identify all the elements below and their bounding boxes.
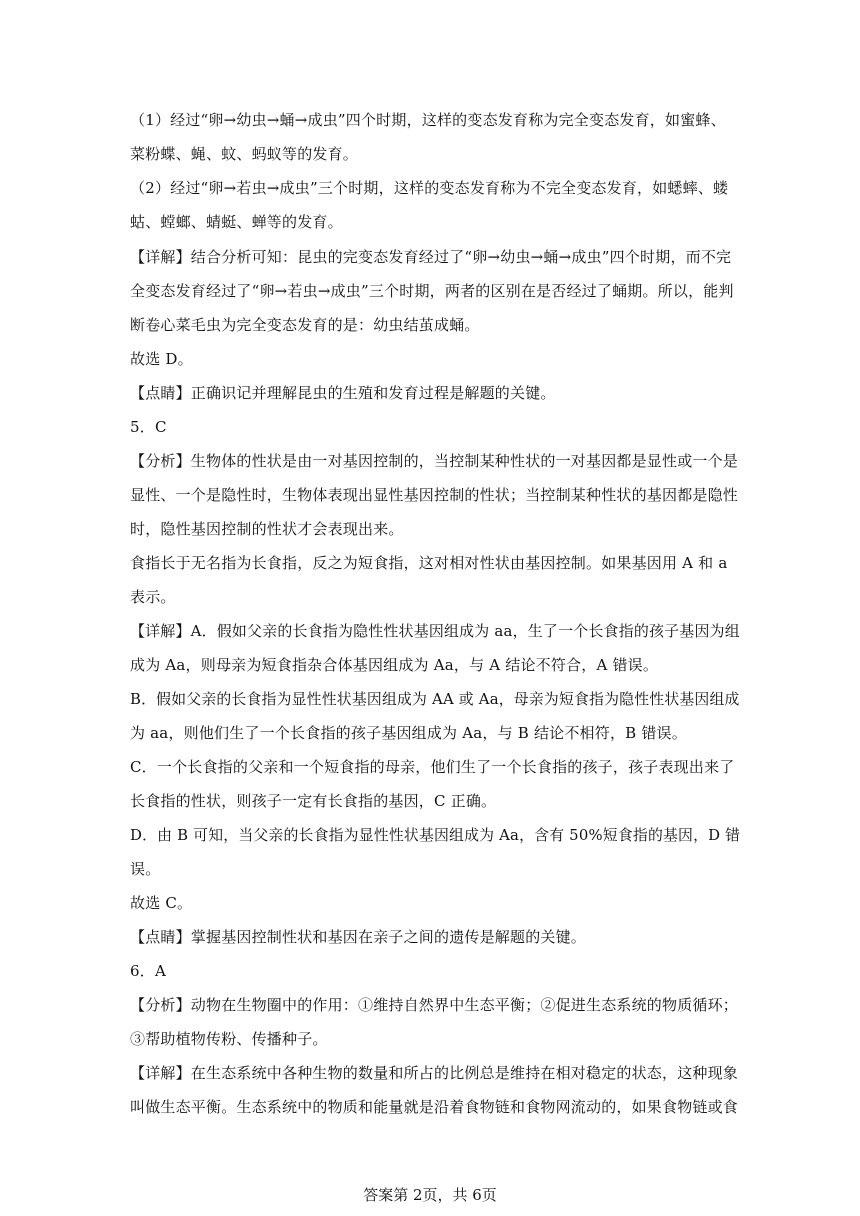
question-number: 5．C [130,418,167,436]
text-line: 菜粉蝶、蝇、蚊、蚂蚁等的发育。 [130,145,359,163]
text-line: 成为 Aa，则母亲为短食指杂合体基因组成为 Aa，与 A 结论不符合，A 错误。 [130,656,659,674]
text-line: 【详解】结合分析可知：昆虫的完变态发育经过了“卵→幼虫→蛹→成虫”四个时期，而不完 [130,248,732,266]
text-line: 误。 [130,860,161,878]
text-line: 断卷心菜毛虫为完全变态发育的是：幼虫结茧成蛹。 [130,316,480,334]
text-line: 长食指的性状，则孩子一定有长食指的基因，C 正确。 [130,792,497,810]
text-line: （2）经过“卵→若虫→成虫”三个时期，这样的变态发育称为不完全变态发育，如蟋蟀、蝼 [130,179,729,197]
text-line: 【详解】A．假如父亲的长食指为隐性性状基因组成为 aa，生了一个长食指的孩子基因为组 [130,622,740,640]
text-line: D．由 B 可知，当父亲的长食指为显性性状基因组成为 Aa，含有 50%短食指的基因，D 错 [130,826,741,844]
question-number: 6．A [130,962,166,980]
text-line: ③帮助植物传粉、传播种子。 [130,1030,328,1048]
text-line: 【详解】在生态系统中各种生物的数量和所占的比例总是维持在相对稳定的状态，这种现象 [130,1064,739,1082]
text-line: 表示。 [130,588,176,606]
text-line: （1）经过“卵→幼虫→蛹→成虫”四个时期，这样的变态发育称为完全变态发育，如蜜蜂、 [130,111,726,129]
text-line: 时，隐性基因控制的性状才会表现出来。 [130,520,404,538]
text-line: B．假如父亲的长食指为显性性状基因组成为 AA 或 Aa，母亲为短食指为隐性性状基因组成 [130,690,740,708]
text-line: 故选 D。 [130,350,193,368]
text-line: 故选 C。 [130,894,193,912]
page-footer: 答案第 2页，共 6页 [363,1186,497,1204]
text-line: 【分析】动物在生物圈中的作用：①维持自然界中生态平衡；②促进生态系统的物质循环； [130,996,739,1014]
text-line: 食指长于无名指为长食指，反之为短食指，这对相对性状由基因控制。如果基因用 A 和 a [130,554,728,572]
text-line: 蛄、螳螂、蜻蜓、蝉等的发育。 [130,213,343,231]
text-line: 全变态发育经过了“卵→若虫→成虫”三个时期，两者的区别在是否经过了蛹期。所以，能判 [130,282,734,300]
text-line: 为 aa，则他们生了一个长食指的孩子基因组成为 Aa，与 B 结论不相符，B 错误。 [130,724,687,742]
text-line: 叫做生态平衡。生态系统中的物质和能量就是沿着食物链和食物网流动的，如果食物链或食 [130,1098,739,1116]
text-line: 【点睛】掌握基因控制性状和基因在亲子之间的遗传是解题的关键。 [130,928,587,946]
text-line: C．一个长食指的父亲和一个短食指的母亲，他们生了一个长食指的孩子，孩子表现出来了 [130,758,735,776]
text-line: 显性、一个是隐性时，生物体表现出显性基因控制的性状；当控制某种性状的基因都是隐性 [130,486,739,504]
text-line: 【分析】生物体的性状是由一对基因控制的，当控制某种性状的一对基因都是显性或一个是 [130,452,739,470]
text-line: 【点睛】正确识记并理解昆虫的生殖和发育过程是解题的关键。 [130,384,556,402]
